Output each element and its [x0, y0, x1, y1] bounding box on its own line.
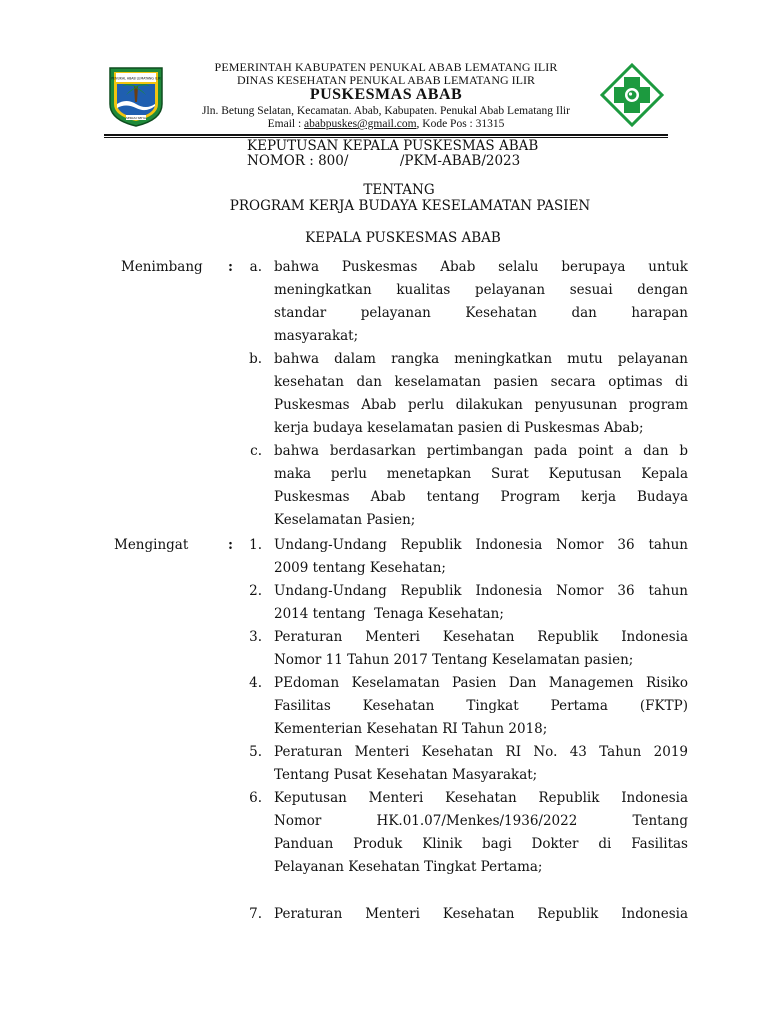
mengingat-marker-1: 1. [249, 537, 262, 553]
text-line: Panduan Produk Klinik bagi Dokter di Fasilitas [274, 836, 688, 852]
menimbang-colon: : [228, 259, 233, 275]
text-line: masyarakat; [274, 328, 359, 344]
menimbang-label: Menimbang [121, 259, 203, 275]
puskesmas-cross-logo [600, 63, 664, 127]
email-prefix: Email : [267, 118, 305, 130]
mengingat-marker-5: 5. [249, 744, 262, 760]
text-line: Undang-Undang Republik Indonesia Nomor 36 tahun [274, 583, 688, 599]
text-line: bahwa berdasarkan pertimbangan pada point a dan b [274, 443, 688, 459]
text-line: Puskesmas Abab tentang Program kerja Budaya [274, 489, 688, 505]
tentang-heading: TENTANG [363, 182, 435, 198]
text-line: kesehatan dan keselamatan pasien secara optimas di [274, 374, 688, 390]
mengingat-marker-3: 3. [249, 629, 262, 645]
text-line: PEdoman Keselamatan Pasien Dan Managemen Risiko [274, 675, 688, 691]
mengingat-item-5 [274, 741, 688, 787]
kop-department-line: DINAS KESEHATAN PENUKAL ABAB LEMATANG ILIR [237, 73, 535, 87]
text-line: standar pelayanan Kesehatan dan harapan [274, 305, 688, 321]
mengingat-item-7 [274, 903, 688, 926]
text-line: 2009 tentang Kesehatan; [274, 560, 446, 576]
menimbang-item-b [274, 348, 688, 440]
mengingat-marker-2: 2. [249, 583, 262, 599]
mengingat-marker-7: 7. [249, 906, 262, 922]
mengingat-colon: : [228, 537, 233, 553]
email-link[interactable]: ababpuskes@gmail.com [304, 118, 417, 130]
regency-emblem-logo [104, 64, 168, 128]
text-line: Peraturan Menteri Kesehatan Republik Indonesia [274, 906, 688, 922]
kop-contact [170, 118, 602, 130]
kop-puskesmas-name: PUSKESMAS ABAB [309, 86, 463, 103]
text-line: Kementerian Kesehatan RI Tahun 2018; [274, 721, 548, 737]
text-line: Keputusan Menteri Kesehatan Republik Indonesia [274, 790, 688, 806]
kop-government-line: PEMERINTAH KABUPATEN PENUKAL ABAB LEMATANG ILIR [214, 60, 558, 74]
menimbang-item-c [274, 440, 688, 532]
decree-subject: PROGRAM KERJA BUDAYA KESELAMATAN PASIEN [229, 198, 591, 214]
mengingat-item-3 [274, 626, 688, 672]
menimbang-marker-c: c. [250, 443, 262, 459]
text-line: Pelayanan Kesehatan Tingkat Pertama; [274, 859, 543, 875]
text-line: bahwa Puskesmas Abab selalu berupaya untuk [274, 259, 688, 275]
text-line: Fasilitas Kesehatan Tingkat Pertama (FKTP) [274, 698, 688, 714]
mengingat-item-2 [274, 580, 688, 626]
postcode: , Kode Pos : 31315 [416, 118, 505, 130]
text-line: Puskesmas Abab perlu dilakukan penyusunan program [274, 397, 688, 413]
letterhead-rule [104, 134, 668, 136]
menimbang-item-a [274, 256, 688, 348]
text-line: kerja budaya keselamatan pasien di Puskesmas Abab; [274, 420, 644, 436]
text-line: Tentang Pusat Kesehatan Masyarakat; [274, 767, 538, 783]
emblem-text-top: PENUKAL ABAB LEMATANG ILIR [111, 76, 161, 81]
text-line: Nomor HK.01.07/Menkes/1936/2022 Tentang [274, 813, 688, 829]
text-line: Nomor 11 Tahun 2017 Tentang Keselamatan pasien; [274, 652, 634, 668]
text-line: Undang-Undang Republik Indonesia Nomor 36 tahun [274, 537, 688, 553]
decree-number: NOMOR : 800/ /PKM-ABAB/2023 [247, 153, 521, 169]
mengingat-item-1 [274, 534, 688, 580]
decree-title: KEPUTUSAN KEPALA PUSKESMAS ABAB [247, 138, 539, 154]
menimbang-marker-b: b. [249, 351, 262, 367]
mengingat-marker-4: 4. [249, 675, 262, 691]
mengingat-label: Mengingat [114, 537, 189, 553]
mengingat-item-6 [274, 787, 688, 879]
official-title: KEPALA PUSKESMAS ABAB [305, 230, 501, 246]
text-line: Keselamatan Pasien; [274, 512, 416, 528]
kop-address: Jln. Betung Selatan, Kecamatan. Abab, Kabupaten. Penukal Abab Lematang Ilir [202, 105, 570, 117]
text-line: Peraturan Menteri Kesehatan Republik Indonesia [274, 629, 688, 645]
emblem-text-bottom: SERASI SEIYA [126, 116, 146, 120]
mengingat-marker-6: 6. [249, 790, 262, 806]
mengingat-item-4 [274, 672, 688, 741]
text-line: meningkatkan kualitas pelayanan sesuai dengan [274, 282, 688, 298]
text-line: maka perlu menetapkan Surat Keputusan Kepala [274, 466, 688, 482]
text-line: Peraturan Menteri Kesehatan RI No. 43 Tahun 2019 [274, 744, 688, 760]
menimbang-marker-a: a. [249, 259, 262, 275]
text-line: 2014 tentang Tenaga Kesehatan; [274, 606, 504, 622]
text-line: bahwa dalam rangka meningkatkan mutu pelayanan [274, 351, 688, 367]
